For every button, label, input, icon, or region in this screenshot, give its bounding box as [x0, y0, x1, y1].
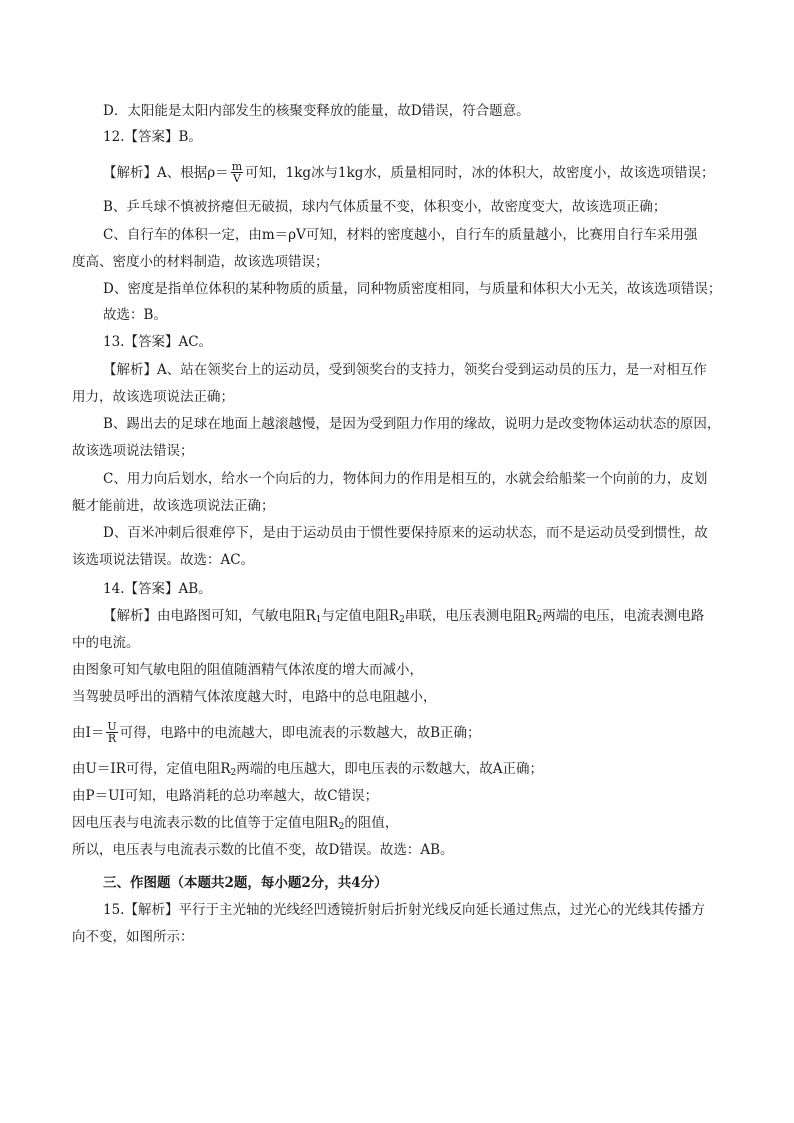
paragraph-line: 中的电流。 [72, 635, 140, 651]
paragraph-line: 向不变，如图所示： [72, 929, 194, 945]
answer-line: 13.【答案】AC。 [103, 334, 213, 350]
paragraph-line: B、乒乓球不慎被挤瘪但无破损，球内气体质量不变，体积变小，故密度变大，故该选项正确； [103, 199, 667, 215]
paragraph-line: D．太阳能是太阳内部发生的核聚变释放的能量，故D错误，符合题意。 [103, 103, 530, 119]
formula-line: 因电压表与电流表示数的比值等于定值电阻$R_2$的阻值， [72, 815, 399, 832]
paragraph-line: 故选：B。 [103, 307, 167, 323]
paragraph-line: D、密度是指单位体积的某种物质的质量，同种物质密度相同，与质量和体积大小无关，故该选项错误； [103, 281, 722, 297]
ohms-law-fraction: $\frac{U}{R}$ [107, 720, 117, 745]
paragraph-line: 艇才能前进，故该选项说法正确； [72, 498, 275, 514]
paragraph-line: D、百米冲刺后很难停下，是由于运动员由于惯性要保持原来的运动状态，而不是运动员受到惯性，故 [103, 525, 708, 541]
formula-line: 由I＝ $\frac{U}{R}$ 可得，电路中的电流越大，即电流表的示数越大，故B正确； [72, 720, 481, 745]
analysis-line: 【解析】由电路图可知，气敏电阻$R_1$与定值电阻$R_2$串联，电压表测电阻$R_2$两端的电压，电流表测电路 [103, 608, 705, 625]
section-heading: 三、作图题（本题共2题，每小题2分，共4分） [103, 875, 388, 891]
paragraph-line: 度高、密度小的材料制造，故该选项错误； [72, 254, 329, 270]
answer-line: 12.【答案】B。 [103, 129, 202, 145]
paragraph-line: 由P＝UI可知，电路消耗的总功率越大，故C错误； [72, 788, 379, 804]
paragraph-line: 15.【解析】平行于主光轴的光线经凹透镜折射后折射光线反向延长通过焦点，过光心的光线其传播方 [103, 902, 705, 918]
analysis-line: 【解析】A、根据ρ＝ $\frac{m}{V}$ 可知，1kg冰与1kg水，质量相同时，冰的体积大，故密度小，故该选项错误； [103, 160, 715, 185]
formula-line: 由U＝IR可得，定值电阻$R_2$两端的电压越大，即电压表的示数越大，故A正确； [72, 761, 544, 778]
paragraph-line: C、自行车的体积一定，由m＝ρV可知，材料的密度越小，自行车的质量越小，比赛用自行车采用强 [103, 227, 698, 243]
paragraph-line: 该选项说法错误。故选：AC。 [72, 552, 255, 568]
paragraph-line: B、踢出去的足球在地面上越滚越慢，是因为受到阻力作用的缘故，说明力是改变物体运动状态的原因， [103, 416, 721, 432]
paragraph-line: 用力，故该选项说法正确； [72, 389, 234, 405]
paragraph-line: 由图象可知气敏电阻的阻值随酒精气体浓度的增大而减小， [72, 662, 423, 678]
answer-line: 14.【答案】AB。 [103, 581, 212, 597]
paragraph-line: 当驾驶员呼出的酒精气体浓度越大时，电路中的总电阻越小， [72, 689, 437, 705]
paragraph-line: C、用力向后划水，给水一个向后的力，物体间力的作用是相互的，水就会给船桨一个向前的力，皮划 [103, 471, 708, 487]
density-formula-fraction: $\frac{m}{V}$ [231, 160, 243, 185]
paragraph-line: 故该选项说法错误； [72, 443, 194, 459]
paragraph-line: 【解析】A、站在领奖台上的运动员，受到领奖台的支持力，领奖台受到运动员的压力，是一对相互作 [103, 362, 707, 378]
paragraph-line: 所以，电压表与电流表示数的比值不变，故D错误。故选：AB。 [72, 842, 454, 858]
